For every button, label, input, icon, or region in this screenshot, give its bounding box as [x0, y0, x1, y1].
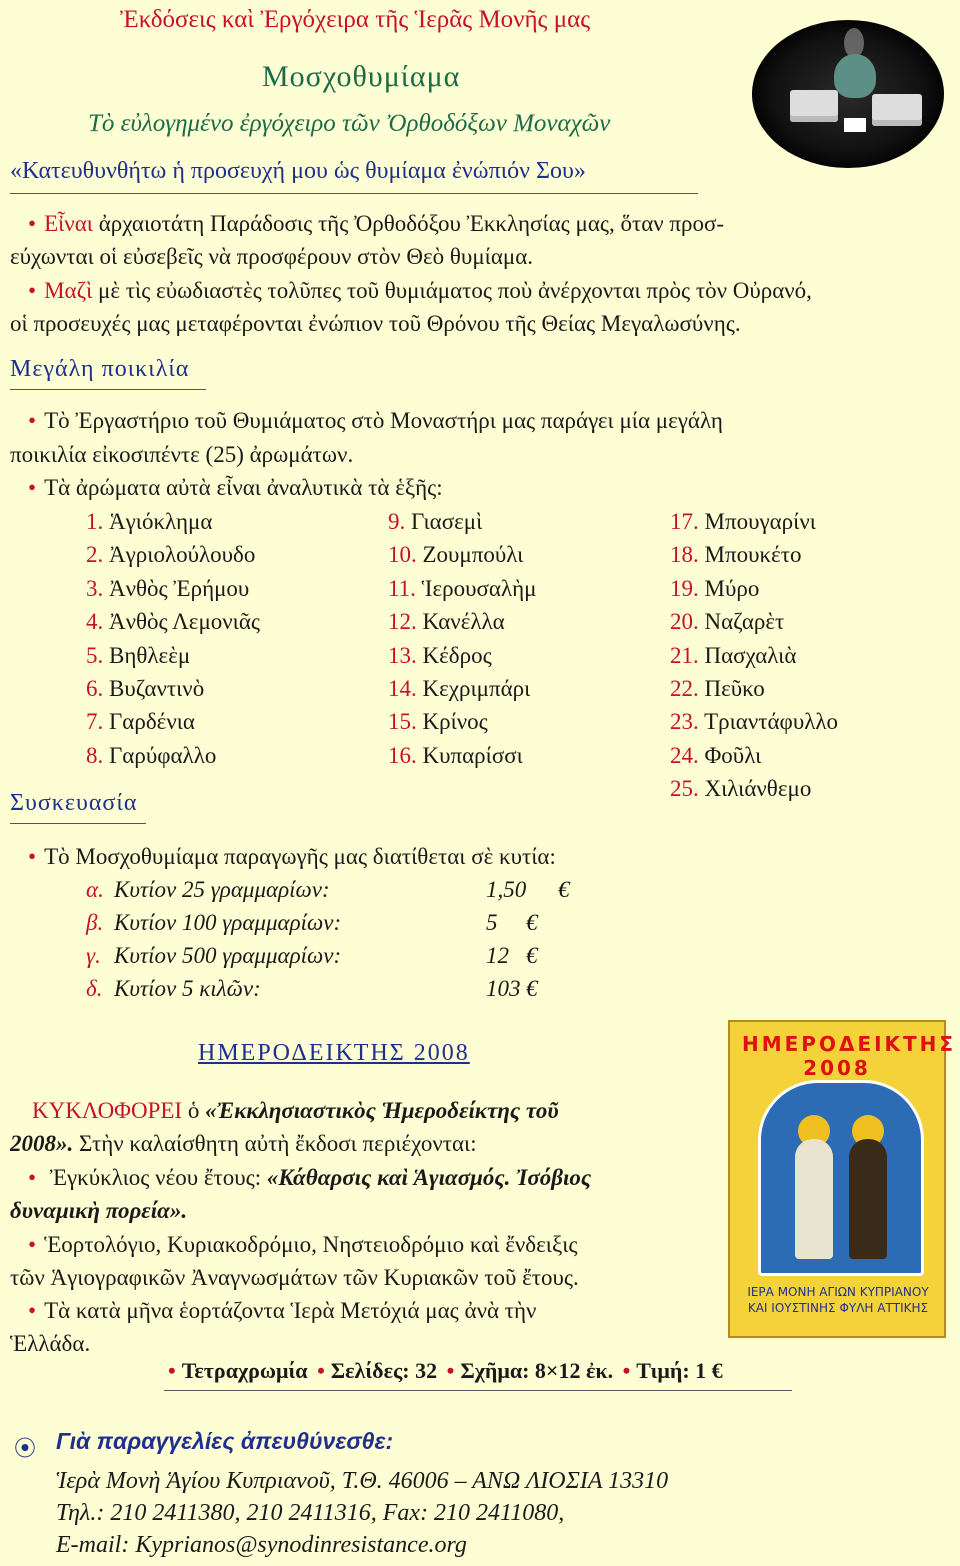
aroma-number: 12. — [388, 609, 417, 635]
spec-item: Σχῆμα: 8×12 ἐκ. — [460, 1358, 614, 1383]
aroma-name: Φοῦλι — [704, 742, 762, 768]
spec-item: Τιμή: 1 € — [636, 1358, 723, 1383]
aroma-number: 3. — [86, 575, 104, 601]
aroma-item — [670, 705, 838, 738]
aroma-item — [670, 672, 838, 705]
aroma-item — [388, 538, 536, 571]
aroma-item — [388, 572, 536, 605]
aroma-item — [670, 505, 838, 538]
calendar-intro-text: ὁ — [182, 1098, 206, 1123]
aroma-number: 15. — [388, 709, 417, 735]
intro-text: μὲ τὶς εὐωδιαστὲς τολῦπες τοῦ θυμιάματος ποὺ ἀνέρχονται πρὸς τὸν Οὐρανό, — [92, 278, 812, 303]
packaging-intro: • Τὸ Μοσχοθυμίαμα παραγωγῆς μας διατίθεται σὲ κυτία: — [28, 840, 556, 873]
aroma-number: 24. — [670, 742, 699, 768]
aroma-item — [86, 739, 260, 772]
product-title: Μοσχοθυμίαμα — [262, 60, 461, 93]
aroma-number: 18. — [670, 542, 699, 568]
calendar-title-text: 2008». — [10, 1131, 74, 1156]
intro-lead: Εἶναι — [44, 211, 93, 236]
aroma-name: Κανέλλα — [422, 609, 505, 635]
aroma-item — [86, 672, 260, 705]
calendar-bullet-3: • Τὰ κατὰ μῆνα ἑορτάζοντα Ἱερὰ Μετόχιά μας ἀνὰ τὴν — [28, 1294, 536, 1327]
aroma-name: Ἁγιόκλημα — [109, 509, 213, 534]
saint-figure-icon — [849, 1139, 887, 1259]
aroma-number: 14. — [388, 676, 417, 702]
aroma-item — [86, 705, 260, 738]
aroma-number: 21. — [670, 642, 699, 668]
aroma-item — [670, 639, 838, 672]
currency-symbol: € — [526, 976, 538, 1001]
aroma-number: 1. — [86, 509, 104, 534]
calendar-bullet-2-cont: τῶν Ἁγιογραφικῶν Ἀναγνωσμάτων τῶν Κυριακῶν τοῦ ἔτους. — [10, 1265, 579, 1290]
aroma-item — [86, 605, 260, 638]
aroma-number: 17. — [670, 509, 699, 534]
calendar-title-text: «Ἐκκλησιαστικὸς Ἡμεροδείκτης τοῦ — [205, 1098, 559, 1123]
bullet-icon: • — [446, 1358, 455, 1383]
package-label: δ. — [86, 976, 103, 1001]
aroma-item — [670, 772, 838, 805]
intro-bullet-2-cont: οἱ προσευχές μας μεταφέρονται ἐνώπιον τοῦ Θρόνου τῆς Θείας Μεγαλωσύνης. — [10, 311, 741, 336]
variety-bullet-1-cont: ποικιλία εἰκοσιπέντε (25) ἀρωμάτων. — [10, 442, 354, 467]
aroma-item — [388, 639, 536, 672]
aroma-name: Κυπαρίσσι — [422, 742, 523, 768]
psalm-quote: «Κατευθυνθήτω ἡ προσευχή μου ὡς θυμίαμα ἐνώπιόν Σου» — [10, 158, 586, 184]
monastery-address: Ἱερὰ Μονὴ Ἁγίου Κυπριανοῦ, Τ.Θ. 46006 – ΑΝΩ ΛΙΟΣΙΑ 13310 — [56, 1468, 669, 1494]
calendar-bullet-1-cont: δυναμικὴ πορεία». — [10, 1198, 188, 1223]
aroma-name: Ναζαρὲτ — [704, 609, 785, 635]
package-desc: Κυτίον 500 γραμμαρίων: — [114, 943, 342, 968]
incense-photo — [752, 20, 944, 168]
phone-fax: Τηλ.: 210 2411380, 210 2411316, Fax: 210 2411080, — [56, 1500, 565, 1526]
aroma-item — [86, 538, 260, 571]
aroma-item — [388, 672, 536, 705]
variety-heading: Μεγάλη ποικιλία — [10, 356, 190, 382]
package-price: 5 — [486, 910, 498, 935]
icon-saints-image — [758, 1080, 924, 1276]
calendar-cover-image — [728, 1020, 957, 1338]
aroma-name: Βηθλεὲμ — [109, 642, 191, 668]
cover-footer: ΙΕΡΑ ΜΟΝΗ ΑΓΙΩΝ ΚΥΠΡΙΑΝΟΥ ΚΑΙ ΙΟΥΣΤΙΝΗΣ ΦΥΛΗ ΑΤΤΙΚΗΣ — [747, 1285, 929, 1315]
aroma-name: Πεῦκο — [704, 676, 765, 702]
aroma-name: Ἱερουσαλὴμ — [421, 575, 537, 601]
incense-box-icon — [872, 94, 922, 126]
intro-bullet-1 — [28, 207, 724, 240]
currency-symbol: € — [558, 877, 570, 902]
aroma-item — [388, 505, 536, 538]
aroma-item — [670, 538, 838, 571]
aroma-number: 9. — [388, 509, 406, 534]
calendar-specs — [164, 1358, 723, 1384]
calendar-bullet-1 — [28, 1161, 591, 1194]
intro-text: ἀρχαιοτάτη Παράδοσις τῆς Ὀρθοδόξου Ἐκκλησίας μας, ὅταν προσ- — [92, 211, 725, 236]
aroma-name: Κρίνος — [422, 709, 488, 735]
package-label: β. — [86, 910, 104, 935]
orders-heading: Γιὰ παραγγελίες ἀπευθύνεσθε: — [56, 1428, 394, 1454]
saint-figure-icon — [795, 1139, 833, 1259]
target-bullet-icon: ⦿ — [14, 1436, 37, 1461]
aroma-item — [670, 605, 838, 638]
aroma-item — [388, 739, 536, 772]
aroma-name: Ἀγριολούλουδο — [109, 542, 256, 568]
bullet-icon: • — [317, 1358, 325, 1383]
aroma-name: Κεχριμπάρι — [422, 676, 531, 702]
aroma-name: Γιασεμὶ — [411, 509, 483, 534]
intro-bullet-2 — [28, 274, 812, 307]
aroma-number: 11. — [388, 575, 416, 601]
aroma-number: 8. — [86, 742, 104, 768]
calendar-bullet-3-cont: Ἑλλάδα. — [10, 1331, 91, 1356]
aroma-item — [388, 705, 536, 738]
aroma-number: 7. — [86, 709, 104, 735]
aroma-list-col-3 — [670, 505, 838, 806]
aroma-name: Γαρύφαλλο — [109, 742, 217, 768]
product-subtitle: Τὸ εὐλογημένο ἐργόχειρο τῶν Ὀρθοδόξων Μοναχῶν — [88, 110, 611, 137]
aroma-item — [86, 639, 260, 672]
aroma-name: Μπουγαρίνι — [704, 509, 816, 534]
calendar-bullet-text: Ἐγκύκλιος νέου ἔτους: — [49, 1165, 267, 1190]
calendar-intro-cont — [10, 1127, 477, 1160]
package-desc: Κυτίον 5 κιλῶν: — [114, 976, 261, 1001]
aroma-item — [86, 572, 260, 605]
currency-symbol: € — [526, 910, 538, 935]
divider — [10, 823, 146, 824]
spec-item: Σελίδες: 32 — [330, 1358, 438, 1383]
incense-box-icon — [790, 90, 838, 122]
package-desc: Κυτίον 25 γραμμαρίων: — [114, 877, 330, 902]
aroma-name: Κέδρος — [422, 642, 492, 668]
aroma-number: 23. — [670, 709, 699, 735]
aroma-number: 13. — [388, 642, 417, 668]
aroma-number: 4. — [86, 609, 104, 635]
package-label: α. — [86, 877, 104, 902]
charcoal-icon — [844, 118, 866, 132]
aroma-item — [670, 739, 838, 772]
bullet-icon: • — [168, 1358, 176, 1383]
aroma-list-col-2 — [388, 505, 536, 772]
aroma-number: 22. — [670, 676, 699, 702]
encyclical-title: «Κάθαρσις καὶ Ἁγιασμός. Ἰσόβιος — [266, 1165, 592, 1190]
divider — [10, 193, 698, 194]
aroma-name: Μπουκέτο — [704, 542, 802, 568]
aroma-name: Πασχαλιὰ — [704, 642, 797, 668]
aroma-number: 10. — [388, 542, 417, 568]
aroma-number: 2. — [86, 542, 104, 568]
aroma-name: Χιλιάνθεμο — [704, 776, 812, 802]
aroma-name: Μύρο — [704, 575, 760, 601]
email-link[interactable]: E-mail: Kyprianos@synodinresistance.org — [56, 1532, 467, 1558]
calendar-intro-text: Στὴν καλαίσθητη αὐτὴ ἔκδοσι περιέχονται: — [73, 1131, 477, 1156]
spec-item: Τετραχρωμία — [181, 1358, 308, 1383]
aroma-number: 25. — [670, 776, 699, 802]
divider — [10, 389, 206, 390]
cover-title: ΗΜΕΡΟΔΕΙΚΤΗΣ 2008 — [742, 1032, 957, 1080]
aroma-item — [86, 505, 260, 538]
variety-bullet-1: • Τὸ Ἐργαστήριο τοῦ Θυμιάματος στὸ Μοναστήρι μας παράγει μία μεγάλη — [28, 404, 723, 437]
aroma-number: 6. — [86, 676, 104, 702]
packaging-heading: Συσκευασία — [10, 790, 138, 816]
package-desc: Κυτίον 100 γραμμαρίων: — [114, 910, 342, 935]
divider — [164, 1390, 792, 1391]
package-price: 103 — [486, 976, 521, 1001]
release-label: ΚΥΚΛΟΦΟΡΕΙ — [32, 1098, 183, 1123]
package-label: γ. — [86, 943, 101, 968]
aroma-number: 19. — [670, 575, 699, 601]
aroma-list-col-1 — [86, 505, 260, 772]
aroma-number: 16. — [388, 742, 417, 768]
intro-bullet-1-cont: εύχωνται οἱ εὐσεβεῖς νὰ προσφέρουν στὸν Θεὸ θυμίαμα. — [10, 244, 534, 269]
package-price: 12 — [486, 943, 509, 968]
calendar-bullet-2: • Ἑορτολόγιο, Κυριακοδρόμιο, Νηστειοδρόμιο καὶ ἔνδειξις — [28, 1228, 578, 1261]
aroma-item — [670, 572, 838, 605]
aroma-name: Γαρδένια — [109, 709, 195, 735]
publications-header: Ἐκδόσεις καὶ Ἐργόχειρα τῆς Ἱερᾶς Μονῆς μας — [120, 6, 591, 33]
bullet-icon: • — [622, 1358, 631, 1383]
aroma-name: Ἀνθὸς Λεμονιᾶς — [109, 609, 261, 635]
aroma-name: Ἀνθὸς Ἐρήμου — [109, 575, 250, 601]
aroma-name: Ζουμπούλι — [422, 542, 524, 568]
aroma-number: 20. — [670, 609, 699, 635]
censer-icon — [834, 54, 876, 98]
aroma-name: Βυζαντινὸ — [109, 676, 205, 702]
aroma-item — [388, 605, 536, 638]
currency-symbol: € — [526, 943, 538, 968]
calendar-heading: ΗΜΕΡΟΔΕΙΚΤΗΣ 2008 — [198, 1040, 470, 1066]
variety-bullet-2: • Τὰ ἀρώματα αὐτὰ εἶναι ἀναλυτικὰ τὰ ἑξῆς: — [28, 471, 443, 504]
aroma-number: 5. — [86, 642, 104, 668]
aroma-name: Τριαντάφυλλο — [704, 709, 839, 735]
calendar-intro — [32, 1094, 559, 1127]
intro-lead: Μαζὶ — [44, 278, 93, 303]
package-price: 1,50 — [486, 877, 527, 902]
